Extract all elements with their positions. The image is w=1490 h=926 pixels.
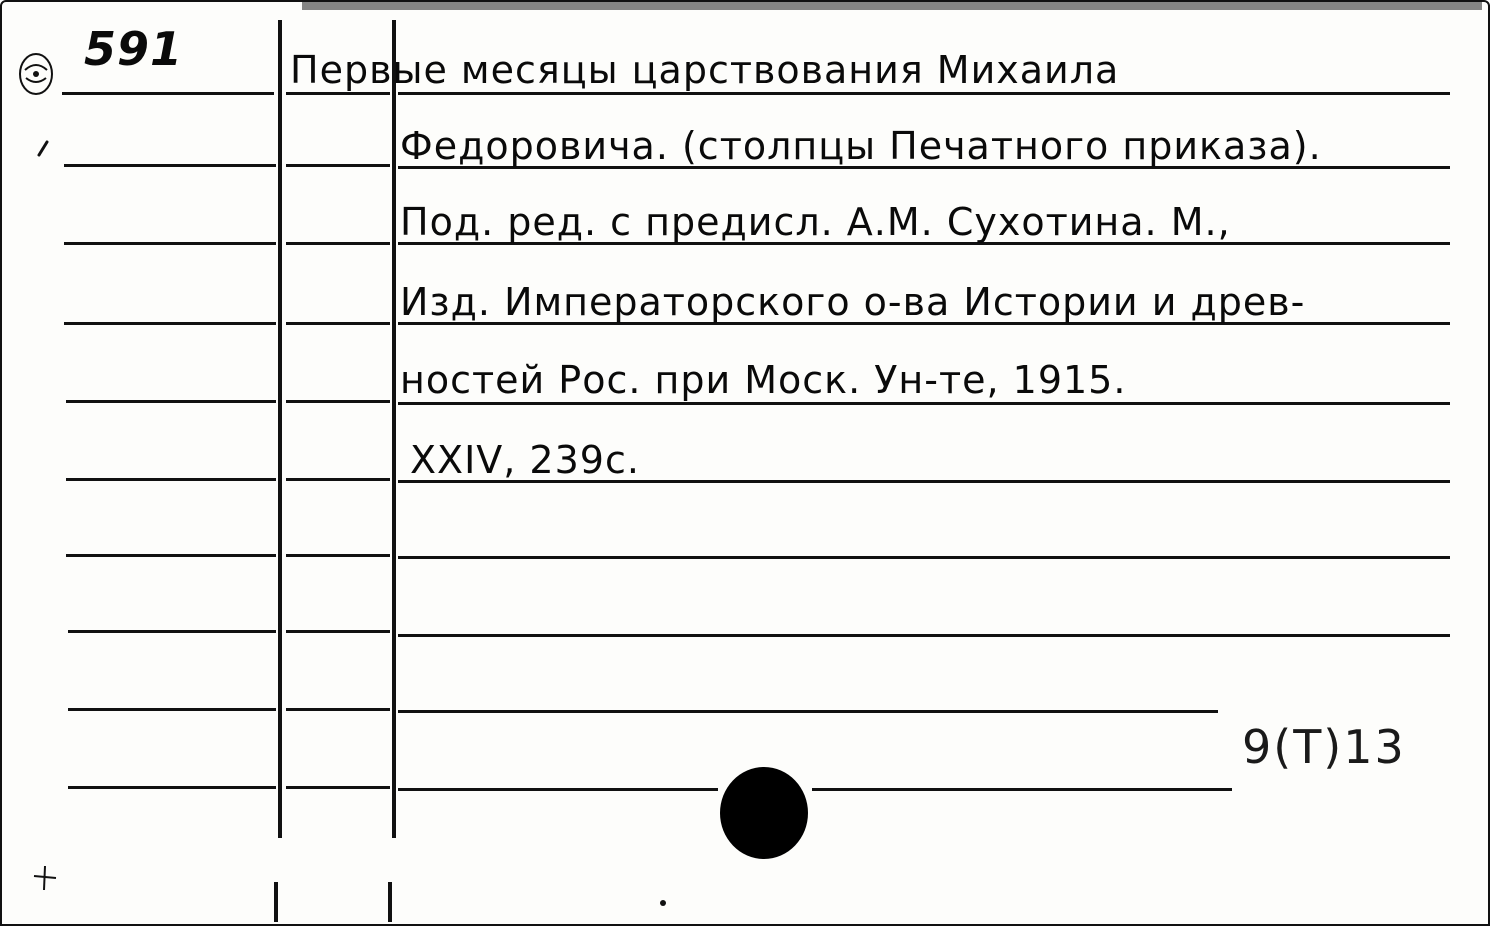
rule-middle [286, 242, 390, 245]
library-stamp-icon [16, 46, 56, 98]
rule-middle [286, 164, 390, 167]
vertical-rule-left-stub [274, 882, 278, 922]
card-number: 591 [84, 22, 184, 76]
rule-right [398, 788, 718, 791]
rule-middle [286, 786, 390, 789]
rule-middle [286, 322, 390, 325]
rule-middle [286, 400, 390, 403]
shelf-mark: 9(Т)13 [1242, 720, 1406, 774]
rule-middle [286, 478, 390, 481]
entry-line-6: XXIV, 239с. [410, 438, 640, 482]
entry-line-3: Под. ред. с предисл. А.М. Сухотина. М., [400, 200, 1231, 244]
rule-right [398, 556, 1450, 559]
rule-middle [286, 630, 390, 633]
rule-right [398, 402, 1450, 405]
rule-left [68, 708, 276, 711]
entry-line-4: Изд. Императорского о-ва Истории и древ- [400, 280, 1306, 324]
rule-middle [286, 92, 390, 95]
rule-right [398, 92, 1450, 95]
rule-left [66, 554, 276, 557]
vertical-rule-left [278, 20, 282, 838]
rule-left [68, 630, 276, 633]
rule-right [812, 788, 1232, 791]
rule-left [62, 92, 274, 95]
vertical-rule-right [392, 20, 396, 838]
rule-left [66, 400, 276, 403]
dot-mark [658, 898, 668, 908]
rule-left [68, 786, 276, 789]
pencil-tick-mark [36, 140, 50, 158]
rule-right [398, 710, 1218, 713]
entry-line-2: Федоровича. (столпцы Печатного приказа). [400, 124, 1322, 168]
rule-left [64, 322, 276, 325]
rule-left [66, 478, 276, 481]
punch-hole [720, 767, 808, 859]
rule-left [64, 242, 276, 245]
rule-right [398, 634, 1450, 637]
card-top-edge [302, 2, 1482, 10]
rule-left [64, 164, 276, 167]
rule-middle [286, 554, 390, 557]
entry-line-1: Первые месяцы царствования Михаила [290, 48, 1120, 92]
rule-middle [286, 708, 390, 711]
vertical-rule-right-stub [388, 882, 392, 922]
cross-mark [30, 862, 60, 892]
entry-line-5: ностей Рос. при Моск. Ун-те, 1915. [400, 358, 1127, 402]
